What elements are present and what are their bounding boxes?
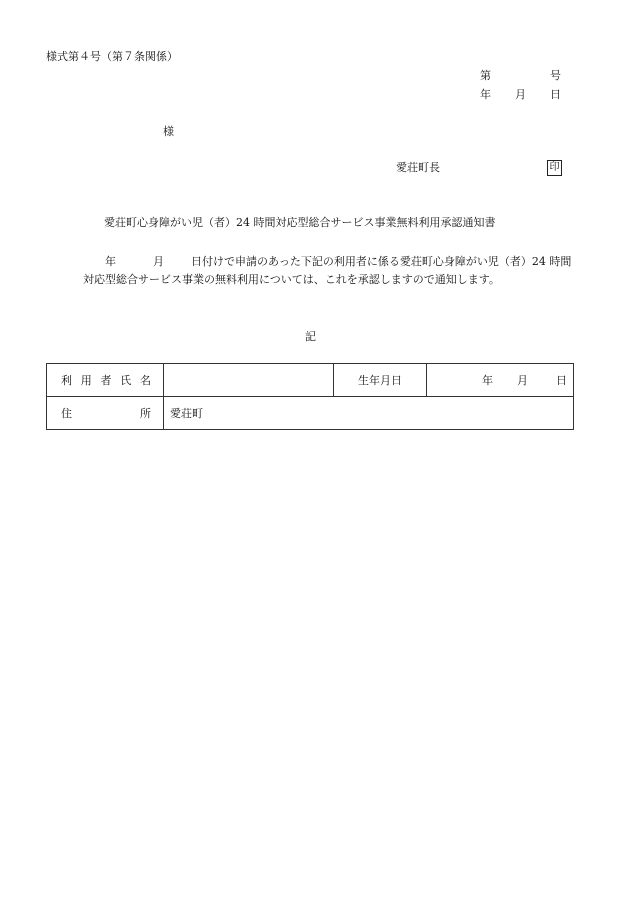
- user-name-value-cell[interactable]: [164, 364, 334, 397]
- table-row-address: [47, 397, 574, 430]
- address-label-char: 所: [140, 407, 151, 420]
- user-name-label-char: 氏: [120, 374, 132, 387]
- birth-day-label: 日: [556, 374, 567, 387]
- body-line-2: 対応型総合サービス事業の無料利用については、これを承認しますので通知します。: [83, 273, 500, 286]
- date-year-label: 年: [480, 88, 491, 101]
- user-name-label-char: 名: [140, 374, 151, 387]
- applicant-table: [46, 363, 574, 430]
- birthdate-label-cell: 生年月日: [334, 364, 427, 397]
- body-month-label: 月: [153, 255, 164, 268]
- user-name-label-char: 者: [100, 374, 112, 387]
- issuer-title: 愛荘町長: [396, 161, 440, 174]
- date-month-label: 月: [515, 88, 526, 101]
- address-value-cell[interactable]: 愛荘町: [164, 397, 574, 430]
- table-row-user: [47, 364, 574, 397]
- birth-year-label: 年: [482, 374, 493, 387]
- body-line-1-text: 日付けで申請のあった下記の利用者に係る愛荘町心身障がい児（者）24 時間: [191, 255, 572, 268]
- seal-mark: 印: [547, 160, 562, 176]
- address-label-char: 住: [61, 407, 72, 420]
- body-line-1: [105, 255, 571, 269]
- form-number: 様式第４号（第７条関係）: [46, 50, 178, 63]
- user-name-label-cell: [47, 364, 164, 397]
- ki-heading: 記: [305, 330, 316, 343]
- birthdate-value-cell[interactable]: [427, 364, 574, 397]
- user-name-label-char: 用: [80, 374, 92, 387]
- user-name-label-char: 利: [61, 374, 72, 387]
- date-day-label: 日: [550, 88, 561, 101]
- doc-number-suffix: 号: [550, 69, 561, 82]
- birth-month-label: 月: [517, 374, 528, 387]
- body-year-label: 年: [105, 255, 116, 268]
- address-label-cell: [47, 397, 164, 430]
- recipient-honorific: 様: [163, 125, 174, 138]
- doc-number-prefix: 第: [480, 69, 491, 82]
- document-title: 愛荘町心身障がい児（者）24 時間対応型総合サービス事業無料利用承認通知書: [104, 216, 496, 229]
